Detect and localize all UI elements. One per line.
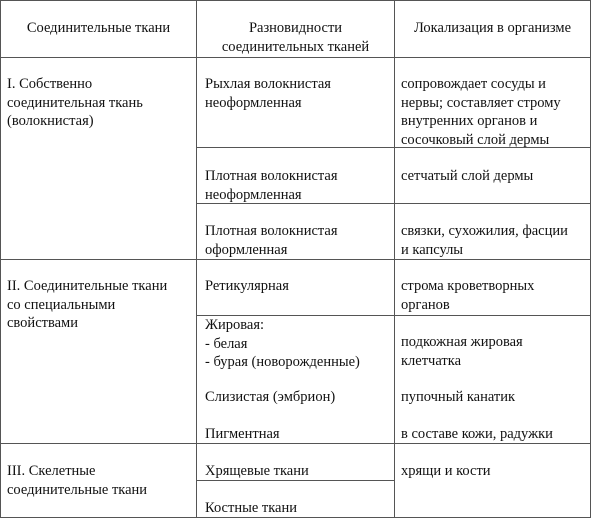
variety-cell: Пигментная — [205, 426, 280, 442]
group-name: II. Соединительные ткани со специальными свойствами — [7, 278, 168, 331]
table-border-top — [0, 0, 591, 1]
location-cell: пупочный канатик — [401, 389, 516, 405]
header-localization: Локализация в организме — [413, 20, 572, 36]
variety-cell: Плотная волокнистая неоформленная — [205, 168, 338, 203]
location-cell: в составе кожи, радужки — [401, 426, 553, 442]
header-varieties: Разновидности соединительных тканей — [221, 20, 370, 55]
variety-cell: Костные ткани — [205, 500, 298, 516]
group-name: I. Собственно соединительная ткань (волокнистая) — [7, 76, 143, 129]
location-cell: сетчатый слой дермы — [401, 168, 534, 184]
variety-cell: Хрящевые ткани — [205, 463, 309, 479]
column-divider — [394, 0, 395, 518]
group-name: III. Скелетные соединительные ткани — [7, 463, 148, 498]
variety-cell: Слизистая (эмбрион) — [205, 389, 336, 405]
location-cell: сопровождает сосуды и нервы; составляет строму внутренних органов и сосочковый слой дермы — [401, 76, 561, 148]
variety-cell: Плотная волокнистая оформленная — [205, 223, 338, 258]
variety-cell: Рыхлая волокнистая неоформленная — [205, 76, 331, 111]
header-tissues: Соединительные ткани — [26, 20, 171, 36]
variety-cell: Жировая: - белая - бурая (новорожденные) — [205, 317, 360, 370]
column-divider — [196, 0, 197, 518]
location-cell: связки, сухожилия, фасции и капсулы — [401, 223, 568, 258]
table-border-left — [0, 0, 1, 518]
header-divider — [0, 57, 591, 58]
variety-cell: Ретикулярная — [205, 278, 289, 294]
location-cell: хрящи и кости — [401, 463, 491, 479]
location-cell: подкожная жировая клетчатка — [401, 334, 523, 369]
location-cell: строма кроветворных органов — [401, 278, 535, 313]
group-divider — [0, 259, 591, 260]
